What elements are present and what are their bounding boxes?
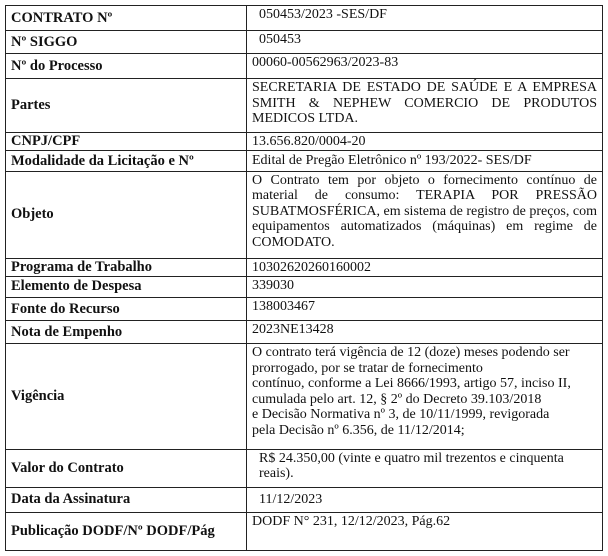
- table-row: [6, 31, 603, 54]
- contract-summary-sheet: [5, 5, 603, 551]
- process-number: 00060-00562963/2023-83: [247, 54, 603, 79]
- contract-object: O Contrato tem por objeto o fornecimento contínuo de material de consumo: TERAPIA POR PRESSÃO SUBATMOSFÉRICA, em sistema de registro de preços, com equipamentos automatizados (máquinas) em regime de COMODATO.: [247, 171, 603, 258]
- row-label-data: Data da Assinatura: [6, 487, 247, 512]
- row-label-valor: Valor do Contrato: [6, 449, 247, 487]
- contract-table: [5, 5, 603, 551]
- expense-element: 339030: [247, 276, 603, 297]
- table-row: [6, 6, 603, 31]
- row-label-siggo: Nº SIGGO: [6, 31, 247, 54]
- validity-line: O contrato terá vigência de 12 (doze) meses podendo ser: [252, 345, 570, 361]
- parties-text: SECRETARIA DE ESTADO DE SAÚDE E A EMPRESA SMITH & NEPHEW COMERCIO DE PRODUTOS MEDICOS LTDA.: [247, 79, 603, 133]
- row-label-elemento: Elemento de Despesa: [6, 276, 247, 297]
- table-row: [6, 321, 603, 344]
- siggo-number: 050453: [247, 31, 603, 54]
- validity-line: cumulada pelo art. 12, § 2º do Decreto 39.103/2018: [252, 391, 542, 407]
- row-label-objeto: Objeto: [6, 171, 247, 258]
- row-label-programa: Programa de Trabalho: [6, 258, 247, 276]
- row-label-publicacao: Publicação DODF/Nº DODF/Pág: [6, 512, 247, 550]
- bidding-modality: Edital de Pregão Eletrônico nº 193/2022- SES/DF: [247, 151, 603, 171]
- row-label-vigencia: Vigência: [6, 344, 247, 449]
- row-label-processo: Nº do Processo: [6, 54, 247, 79]
- table-row: [6, 79, 603, 133]
- row-label-contrato: CONTRATO Nº: [6, 6, 247, 31]
- publication-info: DODF N° 231, 12/12/2023, Pág.62: [247, 512, 603, 550]
- validity-line: pela Decisão nº 6.356, de 11/12/2014;: [252, 422, 465, 438]
- table-row: [6, 258, 603, 276]
- table-row: [6, 297, 603, 320]
- row-label-empenho: Nota de Empenho: [6, 321, 247, 344]
- table-row: [6, 487, 603, 512]
- commitment-note: 2023NE13428: [247, 321, 603, 344]
- validity-line: contínuo, conforme a Lei 8666/1993, artigo 57, inciso II,: [252, 376, 571, 392]
- row-label-cnpj: CNPJ/CPF: [6, 133, 247, 151]
- table-row: [6, 512, 603, 550]
- table-row: [6, 344, 603, 449]
- row-label-fonte: Fonte do Recurso: [6, 297, 247, 320]
- contract-value: R$ 24.350,00 (vinte e quatro mil trezentos e cinquenta reais).: [247, 449, 603, 487]
- table-row: [6, 276, 603, 297]
- validity-line: e Decisão Normativa nº 3, de 10/11/1999, revigorada: [252, 407, 550, 423]
- row-label-partes: Partes: [6, 79, 247, 133]
- validity-text: [247, 344, 603, 449]
- table-row: [6, 151, 603, 171]
- cnpj-number: 13.656.820/0004-20: [247, 133, 603, 151]
- resource-source: 138003467: [247, 297, 603, 320]
- validity-line: prorrogado, por se tratar de fornecimento: [252, 360, 483, 376]
- signature-date: 11/12/2023: [247, 487, 603, 512]
- table-row: [6, 449, 603, 487]
- contract-number: 050453/2023 -SES/DF: [247, 6, 603, 31]
- table-row: [6, 133, 603, 151]
- work-program: 10302620260160002: [247, 258, 603, 276]
- table-row: [6, 171, 603, 258]
- row-label-modalidade: Modalidade da Licitação e Nº: [6, 151, 247, 171]
- table-row: [6, 54, 603, 79]
